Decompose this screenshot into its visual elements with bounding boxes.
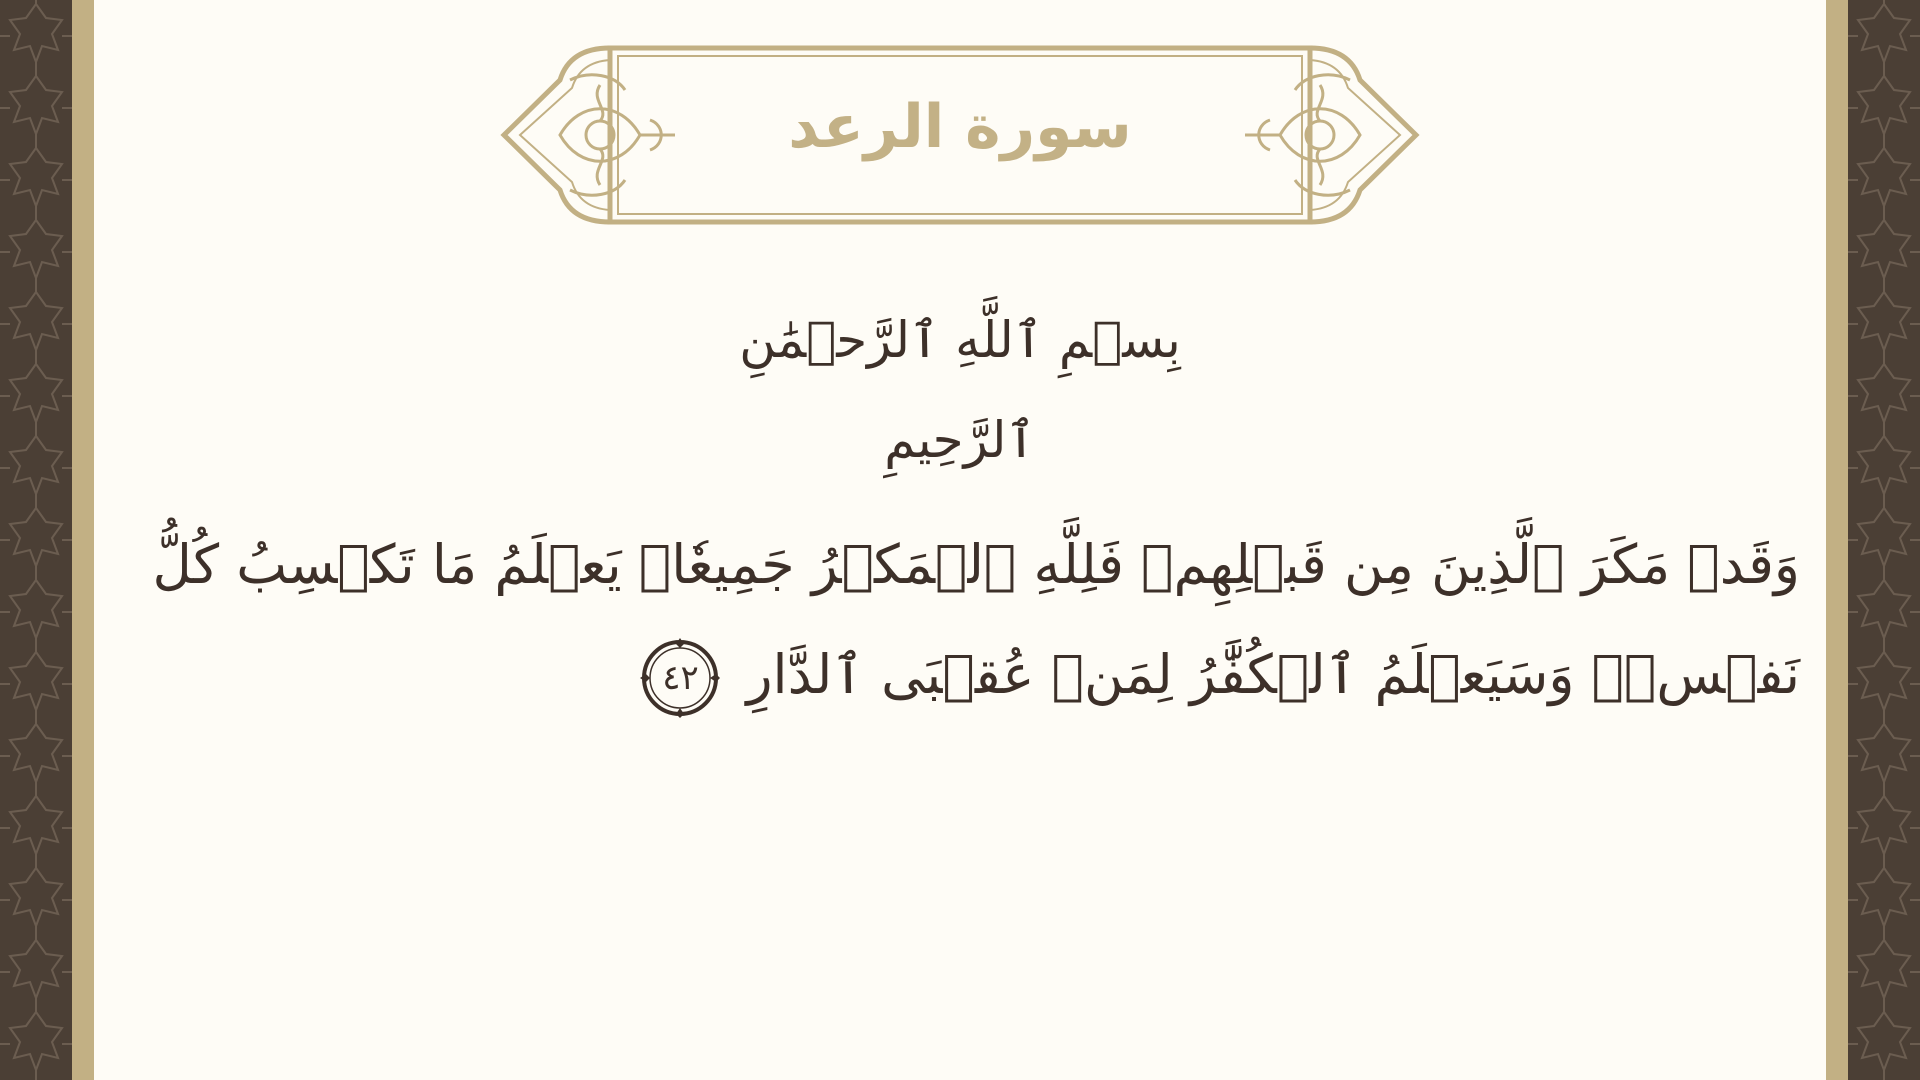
verse-line-2 — [280, 620, 1800, 730]
left-gold-strip — [72, 0, 94, 1080]
surah-title: سورة الرعد — [788, 92, 1132, 162]
verse-line-1: وَقَدۡ مَكَرَ ٱلَّذِينَ مِن قَبۡلِهِمۡ فَلِلَّهِ ٱلۡمَكۡرُ جَمِيعٗاۖ يَعۡلَمُ مَا تَكۡسِبُ كُلُّ — [152, 533, 1800, 596]
verse-line-2-text: نَفۡسٖۗ وَسَيَعۡلَمُ ٱلۡكُفَّٰرُ لِمَنۡ عُقۡبَى ٱلدَّارِ — [746, 643, 1800, 706]
left-patterned-border — [0, 0, 72, 1080]
geometric-pattern-right — [1848, 0, 1920, 1080]
ayah-end-marker — [638, 636, 722, 720]
right-patterned-border — [1848, 0, 1920, 1080]
verse-text — [152, 510, 1800, 740]
right-gold-strip — [1826, 0, 1848, 1080]
geometric-pattern-left — [0, 0, 72, 1080]
ayah-number: ٤٢ — [662, 658, 699, 699]
basmala: بِسۡمِ ٱللَّهِ ٱلرَّحۡمَٰنِ ٱلرَّحِيمِ — [739, 311, 1181, 469]
